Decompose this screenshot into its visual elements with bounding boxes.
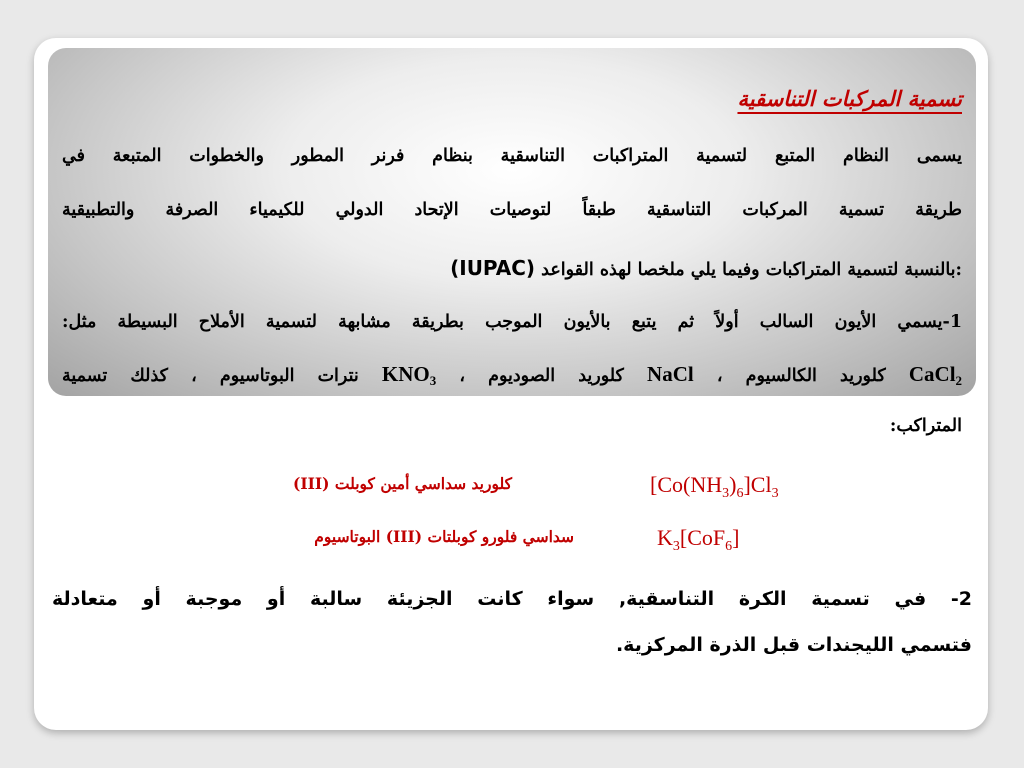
example-1-formula: $[Co(NH_3)_6]Cl_3$: [650, 472, 779, 501]
iupac-abbrev: (IUPAC): [450, 256, 536, 280]
paragraph-line-2: طريقة تسمية المركبات التناسقية طبقاً لتوصيات الإتحاد الدولي للكيمياء الصرفة والتطبيقية: [62, 200, 962, 220]
example-2-name: سداسي فلورو كوبلتات (III) البوتاسيوم: [314, 527, 574, 546]
complex-label: المتراكب:: [889, 416, 962, 436]
formula-nacl: NaCl: [647, 362, 694, 386]
formula-kno3: $KNO_3$: [381, 362, 437, 388]
rule-1-line: 1-يسمي الأيون السالب أولاً ثم يتبع بالأيون الموجب بطريقة مشابهة لتسمية الأملاح البسيطة مثل:: [62, 312, 962, 332]
rule-2-line-1: 2- في تسمية الكرة التناسقية, سواء كانت الجزيئة سالبة أو موجبة أو متعادلة: [52, 588, 972, 610]
formula-cacl2: CaCl$_2$: [908, 362, 963, 388]
cacl2-name: كلوريد الكالسيوم ،: [716, 366, 886, 386]
slide-title: تسمية المركبات التناسقية: [737, 86, 962, 111]
kno3-name: نترات البوتاسيوم ، كذلك تسمية: [62, 366, 359, 386]
example-2-formula: $K_3[CoF_6]$: [657, 525, 740, 554]
example-1-name: كلوريد سداسي أمين كوبلت (III): [293, 474, 512, 493]
examples-line: [62, 362, 962, 389]
paragraph-line-3: [62, 256, 962, 280]
rule-2-line-2: فتسمي الليجندات قبل الذرة المركزية.: [615, 634, 972, 656]
paragraph-line-3-text: بالنسبة لتسمية المتراكبات وفيما يلي ملخصا لهذه القواعد:: [541, 260, 962, 280]
paragraph-line-1: يسمى النظام المتبع لتسمية المتراكبات التناسقية بنظام فرنر المطور والخطوات المتبعة في: [62, 146, 962, 166]
nacl-name: كلوريد الصوديوم ،: [459, 366, 624, 386]
